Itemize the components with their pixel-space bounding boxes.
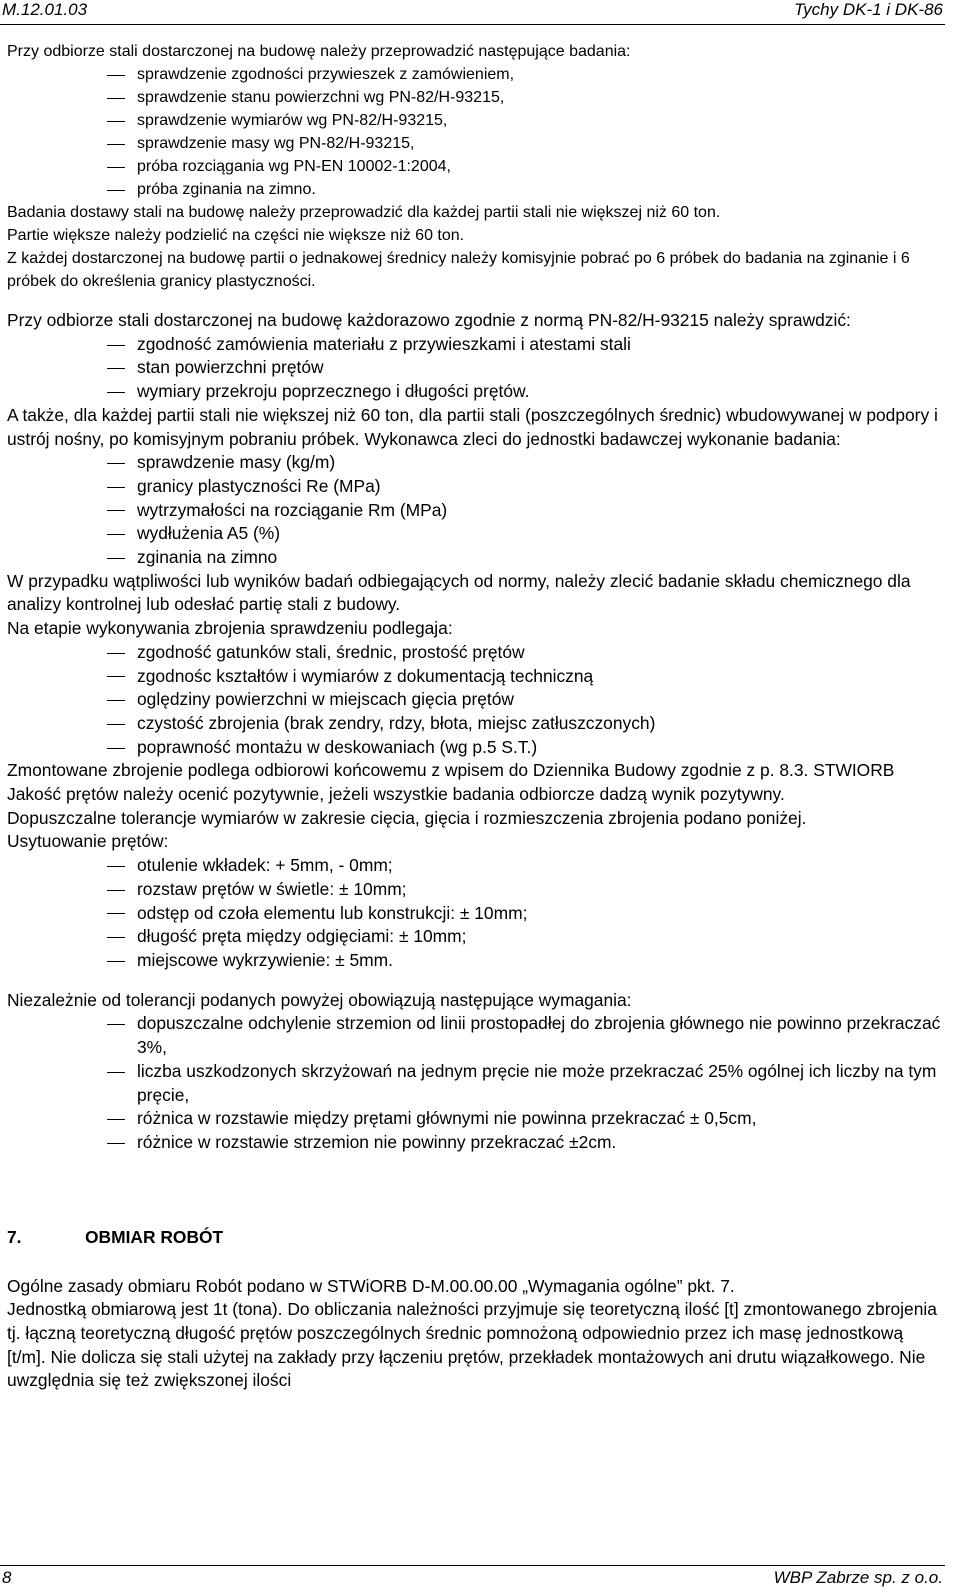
list-item: sprawdzenie masy wg PN-82/H-93215, xyxy=(7,132,942,155)
paragraph: Jakość prętów należy ocenić pozytywnie, jeżeli wszystkie badania odbiorcze dadzą wynik pozytywny. xyxy=(7,784,785,805)
tolerances-list xyxy=(7,854,942,973)
reinforcement-checks-list xyxy=(7,641,942,760)
list-item: zginania na zimno xyxy=(7,546,942,570)
list-item: dopuszczalne odchylenie strzemion od linii prostopadłej do zbrojenia głównego nie powinno przekraczać 3%, xyxy=(7,1012,942,1059)
steel-delivery-tests-block xyxy=(7,40,942,293)
paragraph: Jednostką obmiarową jest 1t (tona). Do obliczania należności przyjmuje się teoretyczną ilość [t] zmontowanego zbrojenia tj. łączną teoretyczną długość prętów poszczególnych średnic pomnożoną odpowiednio przez ich masę jednostkową [t/m]. Nie dolicza się stali użytej na zakłady przy łączeniu prętów, przekładek montażowych ani drutu wiązałkowego. Nie uwzględnia się też zwiększonej ilości xyxy=(7,1299,937,1391)
list-item: próba rozciągania wg PN-EN 10002-1:2004, xyxy=(7,155,942,178)
paragraph: A także, dla każdej partii stali nie większej niż 60 ton, dla partii stali (poszczególnych średnic) wbudowywanej w podpory i ustrój nośny, po komisyjnym pobraniu próbek. Wykonawca zleci do jednostki badawczej wykonanie badania: xyxy=(7,404,938,449)
list-item: odstęp od czoła elementu lub konstrukcji: ± 10mm; xyxy=(7,902,942,926)
lab-tests-list xyxy=(7,451,942,570)
list-item: różnica w rozstawie między prętami głównymi nie powinna przekraczać ± 0,5cm, xyxy=(7,1107,942,1131)
section-title: OBMIAR ROBÓT xyxy=(85,1226,224,1247)
list-item: wytrzymałości na rozciąganie Rm (MPa) xyxy=(7,499,942,523)
list-item: sprawdzenie stanu powierzchni wg PN-82/H-93215, xyxy=(7,86,942,109)
steel-acceptance-block xyxy=(7,309,942,1155)
list-item: zgodność zamówienia materiału z przywieszkami i atestami stali xyxy=(7,333,942,357)
paragraph: Zmontowane zbrojenie podlega odbiorowi końcowemu z wpisem do Dziennika Budowy zgodnie z p. 8.3. STWIORB xyxy=(7,760,895,781)
section-7-body xyxy=(7,1275,942,1394)
list-item: sprawdzenie zgodności przywieszek z zamówieniem, xyxy=(7,63,942,86)
list-item: wymiary przekroju poprzecznego i długości prętów. xyxy=(7,380,942,404)
list-item: wydłużenia A5 (%) xyxy=(7,522,942,546)
paragraph: Z każdej dostarczonej na budowę partii o jednakowej średnicy należy komisyjnie pobrać po 6 próbek do badania na zginanie i 6 próbek do określenia granicy plastyczności. xyxy=(7,250,910,290)
list-item: miejscowe wykrzywienie: ± 5mm. xyxy=(7,949,942,973)
list-item: zgodnośc kształtów i wymiarów z dokumentacją techniczną xyxy=(7,665,942,689)
check-list xyxy=(7,333,942,404)
list-item: oględziny powierzchni w miejscach gięcia prętów xyxy=(7,688,942,712)
document-body xyxy=(7,40,942,1393)
list-item: poprawność montażu w deskowaniach (wg p.5 S.T.) xyxy=(7,736,942,760)
project-name: Tychy DK-1 i DK-86 xyxy=(794,0,943,19)
section-number: 7. xyxy=(7,1226,22,1247)
paragraph: Przy odbiorze stali dostarczonej na budowę należy przeprowadzić następujące badania: xyxy=(7,43,631,60)
page-header xyxy=(0,0,945,25)
page-footer xyxy=(0,1565,945,1592)
paragraph: Przy odbiorze stali dostarczonej na budowę każdorazowo zgodnie z normą PN-82/H-93215 należy sprawdzić: xyxy=(7,310,851,330)
company-name: WBP Zabrze sp. z o.o. xyxy=(773,1568,943,1587)
list-item: stan powierzchni prętów xyxy=(7,356,942,380)
paragraph: Partie większe należy podzielić na części nie większe niż 60 ton. xyxy=(7,227,465,244)
paragraph: Niezależnie od tolerancji podanych powyżej obowiązują następujące wymagania: xyxy=(7,989,632,1010)
section-heading xyxy=(7,1225,942,1249)
list-item: granicy plastyczności Re (MPa) xyxy=(7,475,942,499)
list-item: zgodność gatunków stali, średnic, prostość prętów xyxy=(7,641,942,665)
paragraph: W przypadku wątpliwości lub wyników badań odbiegających od normy, należy zlecić badanie składu chemicznego dla analizy kontrolnej lub odesłać partię stali z budowy. xyxy=(7,570,911,615)
paragraph: Usytuowanie prętów: xyxy=(7,831,169,852)
paragraph: Badania dostawy stali na budowę należy przeprowadzić dla każdej partii stali nie większej niż 60 ton. xyxy=(7,204,721,221)
paragraph: Dopuszczalne tolerancje wymiarów w zakresie cięcia, gięcia i rozmieszczenia zbrojenia podano poniżej. xyxy=(7,807,807,828)
paragraph: Na etapie wykonywania zbrojenia sprawdzeniu podlegaja: xyxy=(7,618,453,639)
document-code: M.12.01.03 xyxy=(2,0,88,19)
list-item: rozstaw prętów w świetle: ± 10mm; xyxy=(7,878,942,902)
list-item: liczba uszkodzonych skrzyżowań na jednym pręcie nie może przekraczać 25% ogólnej ich liczby na tym pręcie, xyxy=(7,1060,942,1107)
page-number: 8 xyxy=(2,1568,12,1587)
list-item: długość pręta między odgięciami: ± 10mm; xyxy=(7,925,942,949)
list-item: czystość zbrojenia (brak zendry, rdzy, błota, miejsc zatłuszczonych) xyxy=(7,712,942,736)
paragraph: Ogólne zasady obmiaru Robót podano w STWiORB D-M.00.00.00 „Wymagania ogólne” pkt. 7. xyxy=(7,1275,735,1296)
list-item: różnice w rozstawie strzemion nie powinny przekraczać ±2cm. xyxy=(7,1131,942,1155)
requirements-list xyxy=(7,1012,942,1154)
list-item: próba zginania na zimno. xyxy=(7,178,942,201)
list-item: otulenie wkładek: + 5mm, - 0mm; xyxy=(7,854,942,878)
list-item: sprawdzenie masy (kg/m) xyxy=(7,451,942,475)
list-item: sprawdzenie wymiarów wg PN-82/H-93215, xyxy=(7,109,942,132)
tests-list xyxy=(7,63,942,201)
